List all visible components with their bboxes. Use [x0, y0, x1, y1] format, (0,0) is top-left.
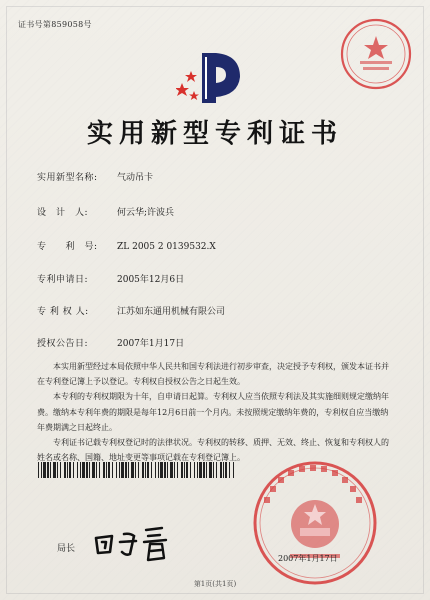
- barcode-bar: [142, 462, 144, 478]
- barcode-bar: [41, 462, 42, 478]
- barcode-bar: [174, 462, 175, 478]
- barcode: [38, 462, 234, 478]
- barcode-bar: [184, 462, 185, 478]
- field-designer: [37, 205, 174, 218]
- field-patentee: [37, 304, 225, 317]
- director-signature: [90, 520, 200, 566]
- field-label: 授权公告日:: [37, 339, 89, 349]
- barcode-bar: [220, 462, 222, 478]
- barcode-bar: [190, 462, 191, 478]
- barcode-bar: [199, 462, 202, 478]
- barcode-bar: [223, 462, 224, 478]
- barcode-bar: [73, 462, 74, 478]
- barcode-bar: [86, 462, 88, 478]
- national-seal-icon: [250, 458, 380, 588]
- field-label: 专 利 权 人:: [37, 307, 89, 317]
- barcode-bar: [57, 462, 58, 478]
- field-value: 2007年1月17日: [117, 339, 185, 349]
- barcode-bar: [106, 462, 107, 478]
- barcode-bar: [121, 462, 124, 478]
- barcode-bar: [145, 462, 146, 478]
- barcode-bar: [103, 462, 105, 478]
- barcode-bar: [67, 462, 68, 478]
- barcode-bar: [147, 462, 149, 478]
- barcode-bar: [92, 462, 95, 478]
- barcode-bar: [50, 462, 51, 478]
- field-grant-date: [37, 336, 184, 349]
- barcode-bar: [128, 462, 129, 478]
- certificate-number: 证书号第859058号: [18, 20, 92, 29]
- barcode-bar: [209, 462, 212, 478]
- barcode-bar: [151, 462, 152, 478]
- barcode-bar: [186, 462, 188, 478]
- field-utility-name: [37, 170, 153, 183]
- barcode-bar: [125, 462, 127, 478]
- issue-date: 2007年1月17日: [278, 554, 338, 563]
- barcode-bar: [77, 462, 78, 478]
- body-paragraph: 本专利的专利权期限为十年，自申请日起算。专利权人应当依照专利法及其实施细则规定缴纳年费。缴纳本专利年费的期限是每年12月6日前一个月内。未按照规定缴纳年费的，专利权自应当缴纳年费期满之日起终止。: [37, 392, 389, 432]
- field-patent-number: [37, 239, 216, 252]
- barcode-bar: [213, 462, 214, 478]
- certificate-body: [37, 359, 395, 465]
- barcode-bar: [160, 462, 163, 478]
- barcode-bar: [80, 462, 81, 478]
- director-label: 局长: [57, 544, 76, 554]
- barcode-bar: [138, 462, 139, 478]
- barcode-bar: [135, 462, 136, 478]
- barcode-bar: [225, 462, 227, 478]
- field-value: 2005年12月6日: [117, 275, 185, 285]
- barcode-bar: [43, 462, 46, 478]
- barcode-bar: [53, 462, 56, 478]
- barcode-bar: [229, 462, 230, 478]
- agency-seal-icon: [336, 14, 416, 94]
- field-label: 专 利 号:: [37, 242, 98, 252]
- barcode-bar: [206, 462, 207, 478]
- barcode-bar: [108, 462, 110, 478]
- barcode-bar: [197, 462, 198, 478]
- barcode-bar: [177, 462, 178, 478]
- body-paragraph: 本实用新型经过本局依照中华人民共和国专利法进行初步审查，决定授予专利权，颁发本证书并在专利登记簿上予以登记。专利权自授权公告之日起生效。: [37, 362, 389, 387]
- barcode-bar: [60, 462, 61, 478]
- field-value: 何云华;许波兵: [117, 208, 175, 218]
- barcode-bar: [167, 462, 168, 478]
- page-number: 第1页(共1页): [193, 580, 237, 588]
- barcode-bar: [89, 462, 90, 478]
- barcode-bar: [203, 462, 205, 478]
- field-value: 江苏如东通用机械有限公司: [117, 307, 226, 317]
- field-label: 实用新型名称:: [37, 173, 98, 183]
- barcode-bar: [96, 462, 97, 478]
- barcode-bar: [116, 462, 117, 478]
- barcode-bar: [233, 462, 234, 478]
- barcode-bar: [99, 462, 100, 478]
- field-label: 设 计 人:: [37, 208, 89, 218]
- barcode-bar: [119, 462, 120, 478]
- barcode-bar: [64, 462, 66, 478]
- barcode-bar: [38, 462, 39, 478]
- body-paragraph: 专利证书记载专利权登记时的法律状况。专利权的转移、质押、无效、终止、恢复和专利权人的姓名或名称、国籍、地址变更等事项记载在专利登记簿上。: [37, 438, 389, 463]
- barcode-bar: [216, 462, 217, 478]
- page-title: 实用新型专利证书: [86, 119, 343, 149]
- field-label: 专利申请日:: [37, 275, 89, 285]
- barcode-bar: [47, 462, 49, 478]
- barcode-bar: [194, 462, 195, 478]
- barcode-bar: [155, 462, 156, 478]
- field-application-date: [37, 272, 184, 285]
- barcode-bar: [164, 462, 166, 478]
- barcode-bar: [131, 462, 134, 478]
- barcode-bar: [82, 462, 85, 478]
- barcode-bar: [181, 462, 183, 478]
- barcode-bar: [112, 462, 113, 478]
- sipo-logo-icon: [176, 43, 246, 105]
- field-value: 气动吊卡: [117, 173, 154, 183]
- field-value: ZL 2005 2 0139532.X: [117, 242, 216, 252]
- barcode-bar: [170, 462, 173, 478]
- barcode-bar: [69, 462, 71, 478]
- barcode-bar: [158, 462, 159, 478]
